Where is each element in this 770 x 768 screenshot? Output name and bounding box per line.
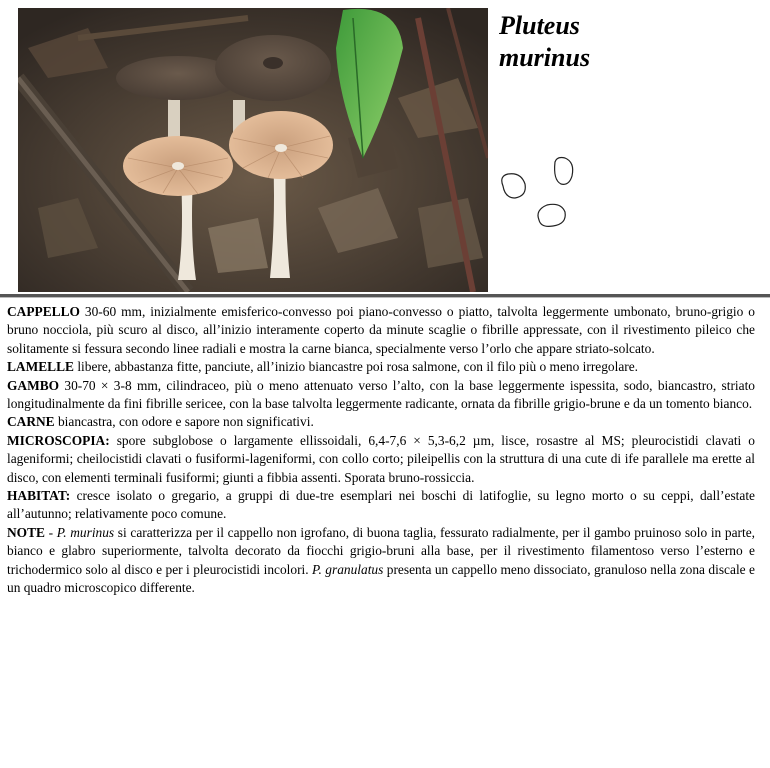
- section-text: libere, abbastanza fitte, panciute, all’inizio biancastre poi rosa salmone, con il filo più o meno irregolare.: [73, 359, 639, 375]
- section-text: spore subglobose o largamente ellissoidali, 6,4-7,6 × 5,3-6,2 µm, lisce, rosastre al MS; pleurocistidi clavati o lageniformi; cheilocistidi clavati o fusiformi-lageniformi, con collo corto; pileipellis con la struttura di una cute di ife parallele ma erette al disco, con elementi terminali fusiformi; giunti a fibbia assenti. Sporata bruno-rossiccia.: [7, 432, 755, 485]
- section-label: GAMBO: [7, 377, 60, 393]
- species-title: [499, 10, 759, 74]
- section-habitat: [7, 487, 755, 524]
- spore-sketch-icon: [495, 150, 595, 240]
- section-text: -: [44, 524, 57, 540]
- section-cappello: [7, 303, 755, 358]
- divider: [0, 294, 770, 298]
- description: [7, 303, 755, 598]
- title-species: murinus: [499, 43, 591, 72]
- section-note: [7, 524, 755, 598]
- section-label: HABITAT:: [7, 488, 71, 504]
- section-label: CARNE: [7, 414, 55, 430]
- section-label: MICROSCOPIA:: [7, 432, 110, 448]
- species-name: P. granulatus: [312, 561, 384, 577]
- section-carne: [7, 413, 755, 431]
- section-text: si caratterizza per il cappello non igrofano, di buona taglia, fessurato radialmente, per il gambo pruinoso solo in parte, bianco e glabro superiormente, talvolta decorato da fiocchi grigio-bruni alla base, per il rivestimento filamentoso verso l’esterno e trichodermico solo al disco e per i pleurocistidi incolori.: [7, 524, 756, 577]
- section-label: CAPPELLO: [7, 304, 80, 319]
- section-microscopia: [7, 432, 755, 487]
- section-text: biancastra, con odore e sapore non significativi.: [54, 414, 314, 430]
- section-label: LAMELLE: [7, 359, 74, 375]
- title-genus: Pluteus: [499, 11, 580, 40]
- section-text: presenta un cappello meno dissociato, granuloso nella zona discale e un quadro microscopico differente.: [7, 561, 755, 596]
- section-text: cresce isolato o gregario, a gruppi di due-tre esemplari nei boschi di latifoglie, su legno morto o su ceppi, dall’estate all’autunno; relativamente poco comune.: [7, 488, 755, 522]
- section-label: NOTE: [7, 524, 45, 540]
- mushroom-photo: [18, 8, 488, 292]
- species-name: P. murinus: [56, 524, 115, 540]
- section-text: 30-60 mm, inizialmente emisferico-convesso poi piano-convesso o piatto, talvolta leggermente umbonato, bruno-grigio o bruno nocciola, più scuro al disco, all’inizio interamente coperto da minute scaglie o fibrille appressate, con il rivestimento pileico che solitamente si fessura secondo linee radiali e mostra la carne bianca, specialmente verso l’orlo che appare striato-solcato.: [7, 304, 755, 356]
- section-lamelle: [7, 358, 755, 376]
- section-text: 30-70 × 3-8 mm, cilindraceo, più o meno attenuato verso l’alto, con la base leggermente ispessita, sodo, biancastro, striato longitudinalmente da fini fibrille sericee, con la base talvolta leggermente radicante, ornata da fibrille grigio-brune e da un tomento bianco.: [7, 377, 755, 412]
- section-gambo: [7, 377, 755, 414]
